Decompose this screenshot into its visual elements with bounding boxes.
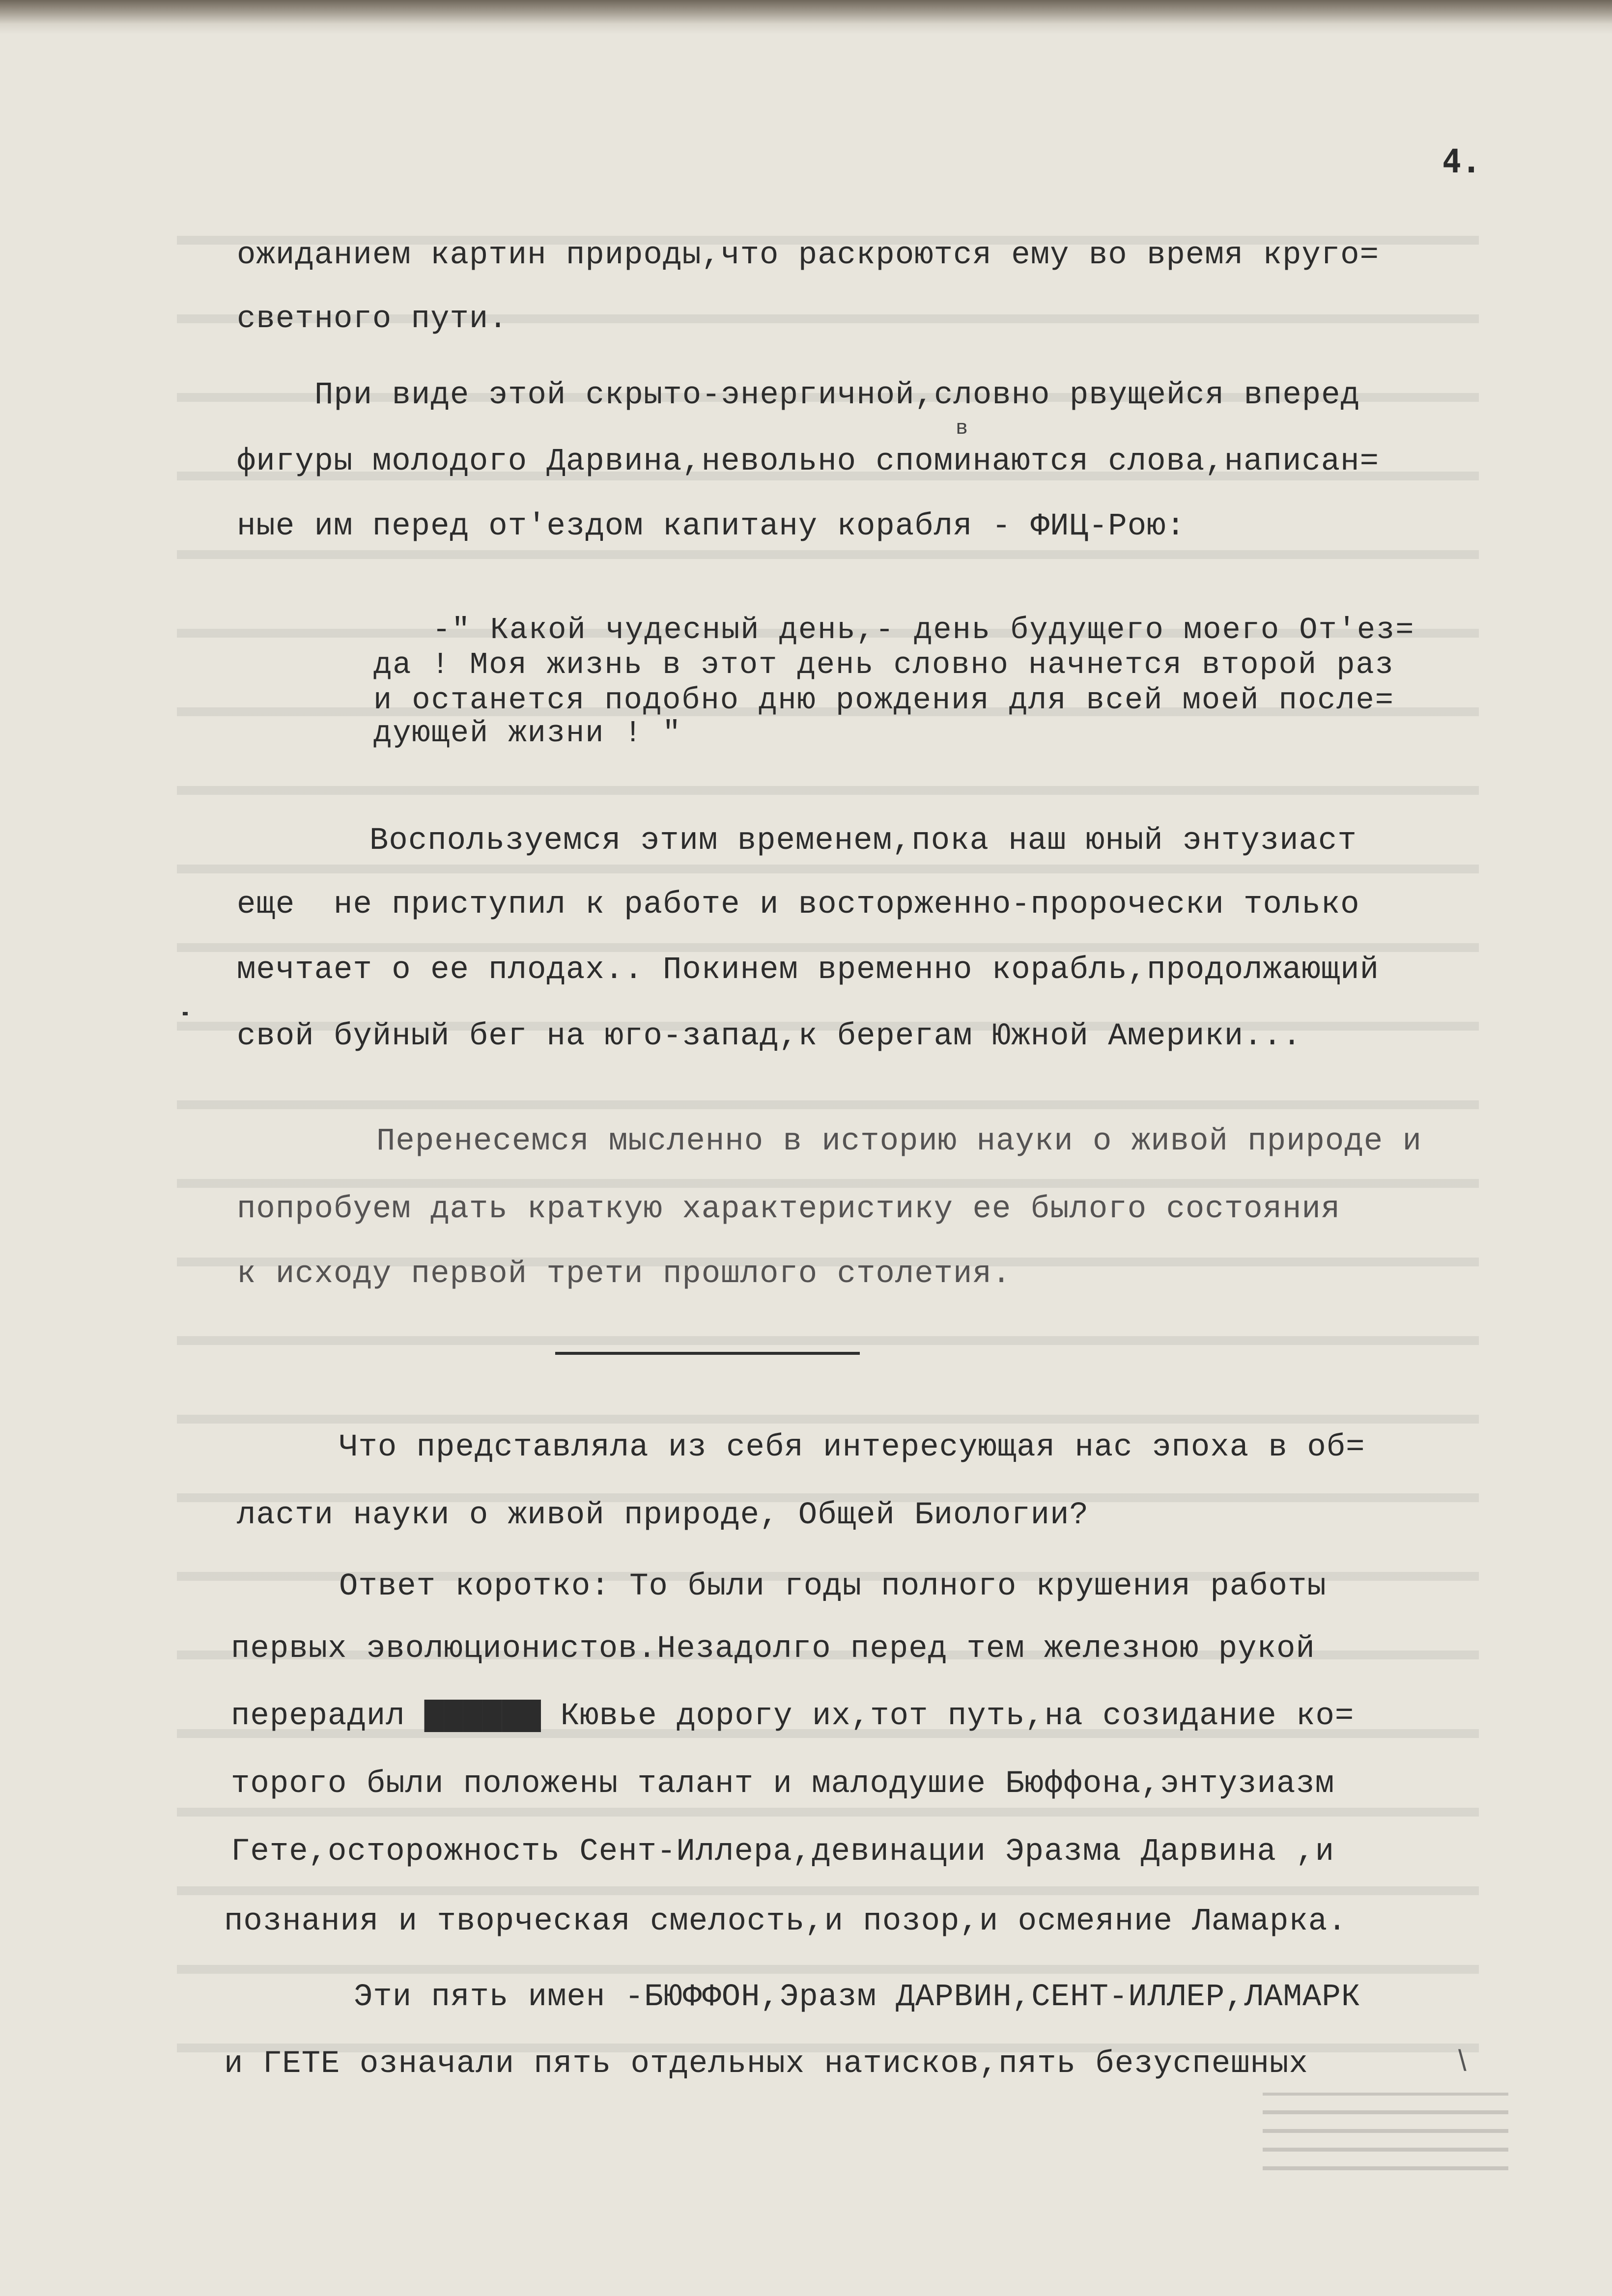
- quote-line: да ! Моя жизнь в этот день словно начнется второй раз: [373, 647, 1394, 682]
- section-divider: [555, 1352, 860, 1355]
- quote-line: и останется подобно дню рождения для всей моей после=: [373, 683, 1394, 718]
- text-line: Гете,осторожность Сент-Иллера,девинации Эразма Дарвина ,и: [231, 1834, 1335, 1870]
- text-line: ные им перед от'ездом капитану корабля - ФИЦ-Рою:: [237, 509, 1186, 544]
- text-line: ожиданием картин природы,что раскроются ему во время круго=: [237, 238, 1379, 273]
- text-line: первых эволюционистов.Незадолго перед тем железною рукой: [231, 1631, 1315, 1667]
- text-line: еще не приступил к работе и восторженно-пророчески только: [237, 887, 1360, 923]
- text-line: фигуры молодого Дарвина,невольно споминаются слова,написан=: [237, 444, 1379, 479]
- text-line: и ГЕТЕ означали пять отдельных натисков,пять безуспешных: [224, 2046, 1308, 2082]
- text-line: мечтает о ее плодах.. Покинем временно корабль,продолжающий: [237, 952, 1379, 988]
- archive-stamp: [1263, 2093, 1508, 2179]
- text-line: Воспользуемся этим временем,пока наш юный энтузиаст: [369, 823, 1357, 859]
- margin-mark: [183, 1012, 188, 1015]
- text-line: торого были положены талант и малодушие Бюффона,энтузиазм: [231, 1766, 1335, 1802]
- text-line: Эти пять имен -БЮФФОН,Эразм ДАРВИН,СЕНТ-ИЛЛЕР,ЛАМАРК: [354, 1980, 1361, 2015]
- text-line: При виде этой скрыто-энергичной,словно рвущейся вперед: [314, 378, 1360, 413]
- text-line: Перенесемся мысленно в историю науки о живой природе и: [376, 1124, 1422, 1159]
- text-line: попробуем дать краткую характеристику ее былого состояния: [237, 1192, 1341, 1227]
- text-line: ласти науки о живой природе, Общей Биологии?: [237, 1498, 1089, 1533]
- quote-line: дующей жизни ! ": [373, 716, 682, 751]
- handwritten-insert: в: [956, 417, 968, 440]
- torn-top-edge: [0, 0, 1612, 34]
- quote-line: -" Какой чудесный день,- день будущего моего От'ез=: [432, 613, 1415, 647]
- text-line: Что представляла из себя интересующая нас эпоха в об=: [339, 1430, 1365, 1465]
- text-line: Ответ коротко: То были годы полного крушения работы: [339, 1569, 1327, 1604]
- text-line: познания и творческая смелость,и позор,и осмеяние Ламарка.: [224, 1904, 1347, 1939]
- text-line: свой буйный бег на юго-запад,к берегам Южной Америки...: [237, 1019, 1302, 1054]
- text-line: к исходу первой трети прошлого столетия.: [237, 1257, 1012, 1292]
- text-line: перерадил ▇▇▇▇▇▇ Кювье дорогу их,тот путь,на созидание ко=: [231, 1699, 1355, 1734]
- margin-mark: \: [1458, 2044, 1467, 2077]
- text-line: светного пути.: [237, 302, 508, 337]
- page-number: 4.: [1442, 142, 1481, 180]
